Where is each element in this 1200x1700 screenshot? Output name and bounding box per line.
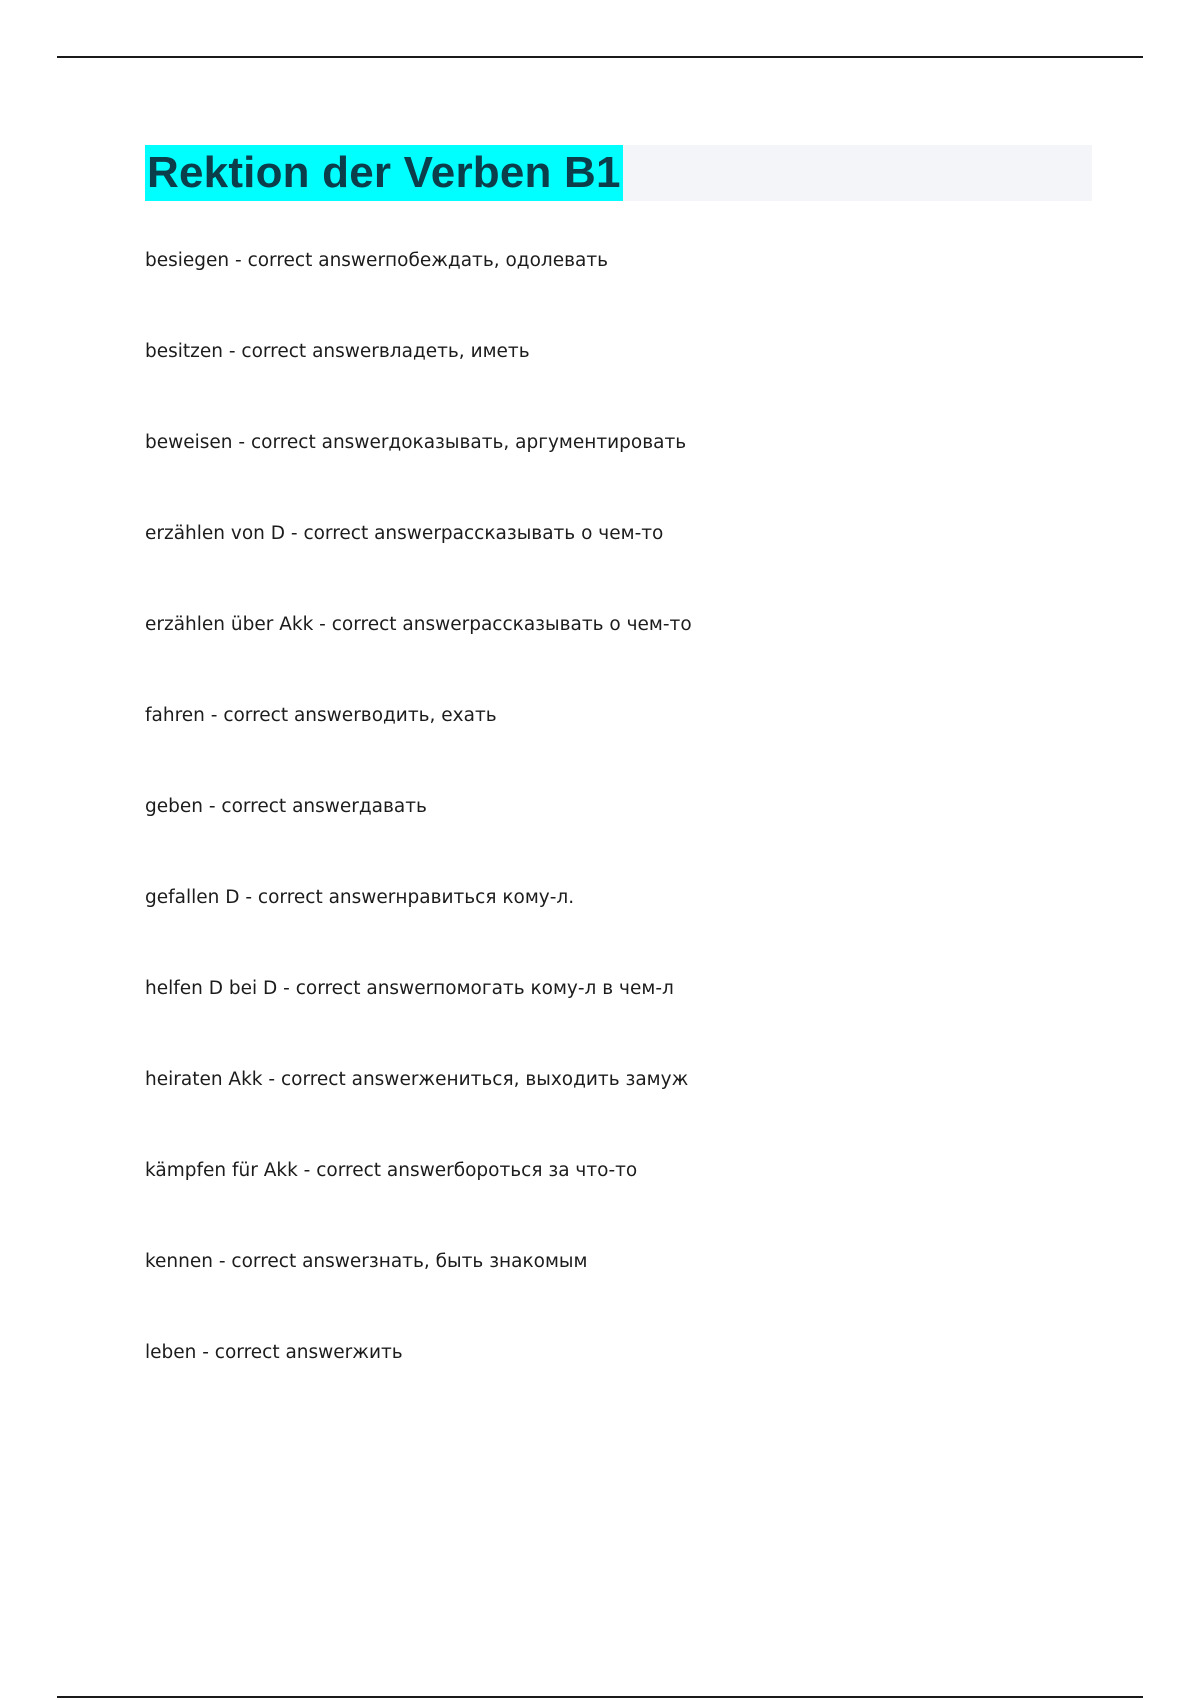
footer-rule: [57, 1696, 1143, 1698]
flashcard-entry: heiraten Akk - correct answerжениться, выходить замуж: [145, 1069, 689, 1090]
flashcard-entry: gefallen D - correct answerнравиться кому-л.: [145, 887, 575, 908]
flashcard-entry: besitzen - correct answerвладеть, иметь: [145, 341, 530, 362]
flashcard-entry: fahren - correct answerводить, ехать: [145, 705, 497, 726]
flashcard-entry: besiegen - correct answerпобеждать, одолевать: [145, 250, 609, 271]
flashcard-entry: geben - correct answerдавать: [145, 796, 427, 817]
flashcard-entry: beweisen - correct answerдоказывать, аргументировать: [145, 432, 687, 453]
flashcard-entry: kämpfen für Akk - correct answerбороться за что-то: [145, 1160, 638, 1181]
flashcard-entry: kennen - correct answerзнать, быть знакомым: [145, 1251, 588, 1272]
flashcard-list: [145, 241, 1145, 1424]
header-rule: [57, 56, 1143, 58]
flashcard-entry: erzählen von D - correct answerрассказывать о чем-то: [145, 523, 664, 544]
page-title: Rektion der Verben B1: [145, 145, 623, 201]
flashcard-entry: leben - correct answerжить: [145, 1342, 403, 1363]
flashcard-entry: erzählen über Akk - correct answerрассказывать о чем-то: [145, 614, 692, 635]
flashcard-entry: helfen D bei D - correct answerпомогать кому-л в чем-л: [145, 978, 674, 999]
